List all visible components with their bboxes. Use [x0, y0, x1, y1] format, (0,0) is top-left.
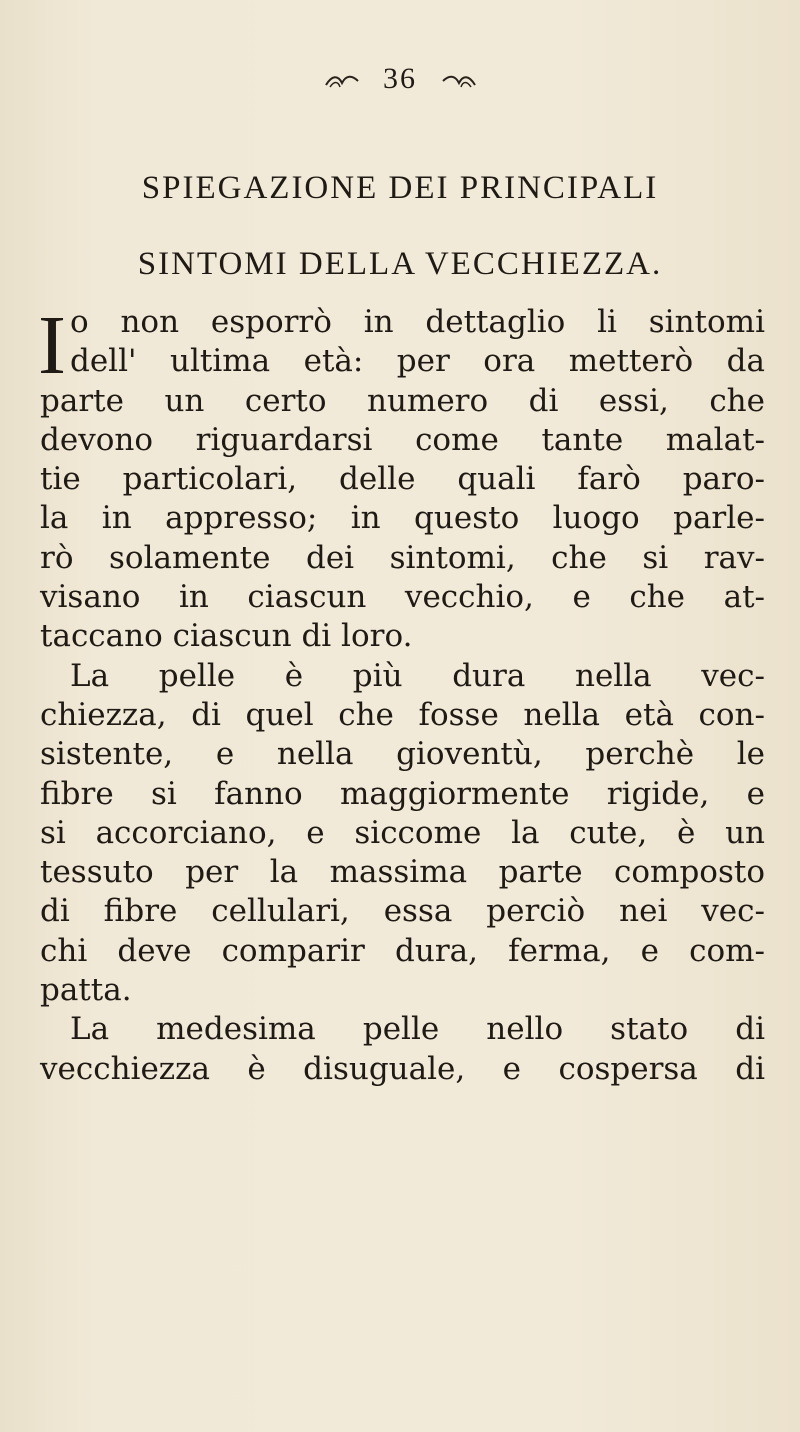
chapter-title-line-1: SPIEGAZIONE DEI PRINCIPALI [141, 170, 659, 206]
body-text [38, 299, 765, 1089]
text-line: la in appresso; in questo luogo parle- [40, 500, 765, 537]
text-line: chiezza, di quel che fosse nella età con- [40, 696, 765, 733]
text-line: di fibre cellulari, essa perciò nei vec- [40, 893, 765, 930]
text-line: tessuto per la massima parte composto [40, 854, 765, 891]
text-line: visano in ciascun vecchio, e che at- [40, 579, 765, 616]
text-line: dell' ultima età: per ora metterò da [69, 343, 765, 380]
text-line: La pelle è più dura nella vec- [70, 657, 765, 694]
text-line: patta. [40, 972, 132, 1009]
left-ornament-icon [324, 71, 360, 91]
text-line: vecchiezza è disuguale, e cospersa di [40, 1050, 765, 1087]
text-line: tie particolari, delle quali farò paro- [40, 461, 765, 498]
text-line: parte un certo numero di essi, che [40, 382, 765, 419]
text-line: o non esporrò in dettaglio li sintomi [69, 304, 765, 340]
text-line: taccano ciascun di loro. [40, 618, 413, 655]
text-line: fibre si fanno maggiormente rigide, e [40, 775, 765, 812]
text-line: devono riguardarsi come tante malat- [40, 421, 765, 458]
text-line: sistente, e nella gioventù, perchè le [40, 736, 765, 773]
drop-cap: I [38, 299, 66, 392]
page-header [0, 62, 800, 96]
right-ornament-icon [441, 71, 477, 91]
text-line: chi deve comparir dura, ferma, e com- [40, 932, 765, 969]
text-line: si accorciano, e siccome la cute, è un [40, 814, 765, 851]
text-line: rò solamente dei sintomi, che si rav- [40, 539, 765, 576]
text-line: La medesima pelle nello stato di [70, 1011, 765, 1048]
page-number: 36 [383, 62, 417, 95]
chapter-title-line-2: SINTOMI DELLA VECCHIEZZA. [137, 246, 663, 282]
